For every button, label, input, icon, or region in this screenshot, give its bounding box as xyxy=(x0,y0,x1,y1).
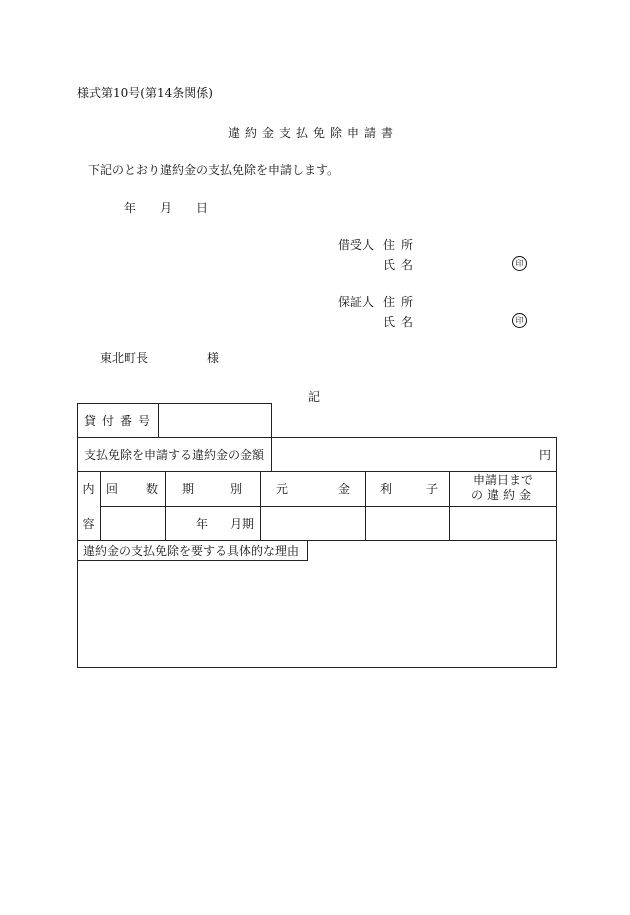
amount-unit: 円 xyxy=(539,447,552,462)
col-period-header: 期別 xyxy=(182,482,279,496)
borrower-name-label: 氏名 xyxy=(383,258,420,272)
penalty-field[interactable] xyxy=(450,507,556,539)
date-year: 年 xyxy=(124,201,137,215)
addressee-name: 東北町長 xyxy=(100,351,149,365)
guarantor-name-label: 氏名 xyxy=(383,315,420,329)
intro-text: 下記のとおり違約金の支払免除を申請します。 xyxy=(88,163,340,177)
period-month-label: 月期 xyxy=(230,516,255,531)
guarantor-seal-icon: 印 xyxy=(512,313,527,328)
borrower-role: 借受人 xyxy=(338,238,375,252)
amount-field[interactable] xyxy=(272,438,532,471)
col-penalty-header: 申請日まで の違約金 xyxy=(470,473,535,502)
content-label-bottom: 容 xyxy=(82,516,95,531)
addressee-honorific: 様 xyxy=(207,351,220,365)
form-number: 様式第10号(第14条関係) xyxy=(77,86,213,100)
page-title: 違約金支払免除申請書 xyxy=(228,126,399,140)
borrower-address-label: 住所 xyxy=(383,238,420,252)
col-interest-header: 利子 xyxy=(380,482,473,496)
guarantor-role: 保証人 xyxy=(338,295,375,309)
guarantor-address-label: 住所 xyxy=(383,295,420,309)
reason-field[interactable] xyxy=(78,562,556,667)
borrower-seal-icon: 印 xyxy=(512,256,527,271)
loan-number-field[interactable] xyxy=(159,404,271,437)
loan-number-label: 貸付番号 xyxy=(84,414,157,428)
ki-label: 記 xyxy=(308,390,321,404)
col-count-header: 回数 xyxy=(106,482,187,496)
date-month: 月 xyxy=(160,201,173,215)
col-principal-header: 元金 xyxy=(276,482,401,496)
period-year-label: 年 xyxy=(196,516,209,531)
interest-field[interactable] xyxy=(366,507,448,539)
date-day: 日 xyxy=(196,201,209,215)
count-field[interactable] xyxy=(101,507,164,539)
amount-label: 支払免除を申請する違約金の金額 xyxy=(84,447,265,462)
content-label-top: 内 xyxy=(82,482,95,496)
reason-label: 違約金の支払免除を要する具体的な理由 xyxy=(83,544,300,558)
principal-field[interactable] xyxy=(261,507,364,539)
